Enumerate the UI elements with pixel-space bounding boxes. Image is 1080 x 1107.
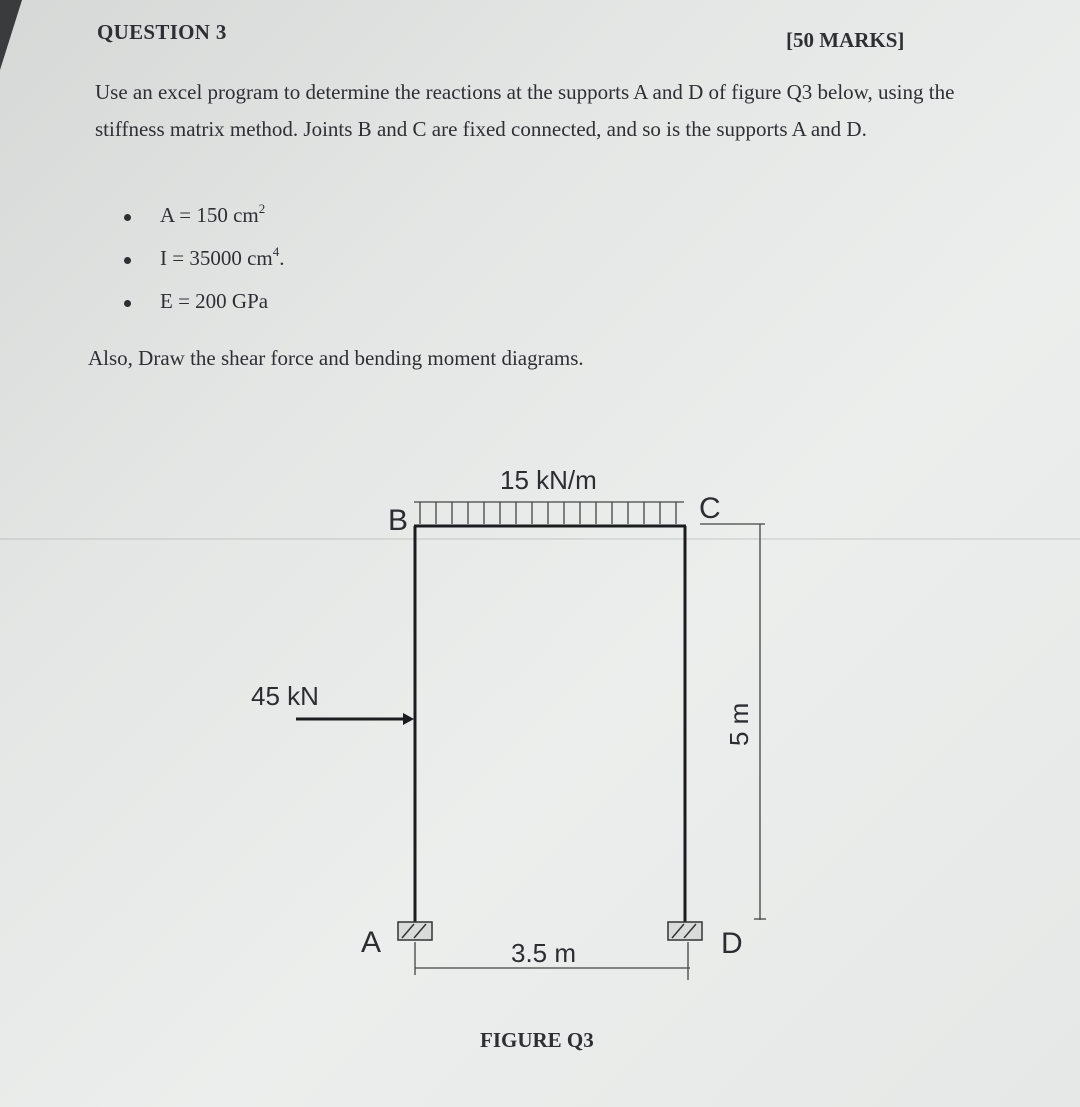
figure-caption: FIGURE Q3 (480, 1028, 594, 1052)
also-instruction: Also, Draw the shear force and bending moment diagrams. (88, 346, 584, 370)
point-load-arrow (296, 713, 414, 725)
question-marks: [50 MARKS] (786, 28, 905, 52)
point-load-label: 45 kN (251, 681, 319, 711)
property-area: A = 150 $cm^2$ (124, 203, 285, 246)
joint-d-label: D (721, 927, 743, 960)
joint-a-label: A (361, 926, 382, 959)
frame-members (414, 526, 686, 926)
question-title: QUESTION 3 (97, 20, 227, 44)
span-label: 3.5 m (511, 938, 577, 968)
udl-load (414, 502, 684, 524)
joint-c-label: C (699, 492, 721, 525)
udl-label: 15 kN/m (500, 465, 597, 495)
support-a (398, 922, 432, 940)
property-inertia: I = 35000 $cm^4$. (124, 246, 285, 289)
support-d (668, 922, 702, 940)
property-modulus: E = 200 GPa (124, 289, 285, 332)
height-label: 5 m (724, 702, 754, 746)
joint-b-label: B (388, 504, 409, 537)
problem-statement: Use an excel program to determine the reactions at the supports A and D of figure Q3 below, using the stiffness matrix method. Joints B and C are fixed connected, and so is the supports A and D. (95, 80, 955, 141)
